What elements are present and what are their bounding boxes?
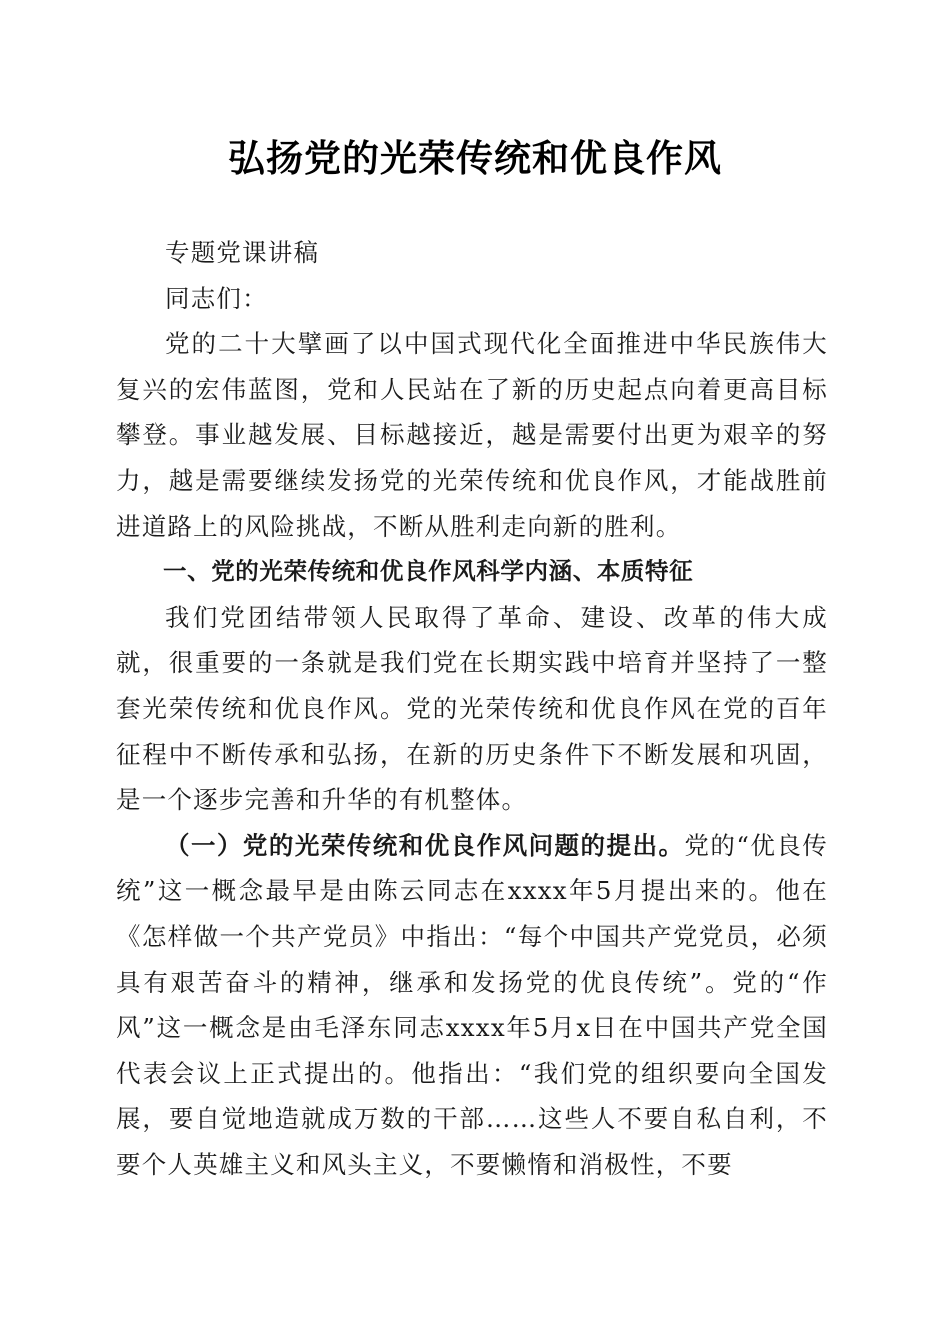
section-heading: 一、党的光荣传统和优良作风科学内涵、本质特征 bbox=[163, 557, 694, 586]
subsection-paragraph bbox=[116, 823, 828, 1188]
document-body bbox=[116, 230, 828, 1187]
subsection-heading: （一）党的光荣传统和优良作风问题的提出。 bbox=[165, 830, 685, 860]
section-paragraph: 我们党团结带领人民取得了革命、建设、改革的伟大成就，很重要的一条就是我们党在长期实践中培育并坚持了一整套光荣传统和优良作风。党的光荣传统和优良作风在党的百年征程中不断传承和弘扬，在新的历史条件下不断发展和巩固，是一个逐步完善和升华的有机整体。 bbox=[116, 602, 828, 815]
intro-paragraph: 党的二十大擘画了以中国式现代化全面推进中华民族伟大复兴的宏伟蓝图，党和人民站在了新的历史起点向着更高目标攀登。事业越发展、目标越接近，越是需要付出更为艰辛的努力，越是需要继续发扬党的光荣传统和优良作风，才能战胜前进道路上的风险挑战，不断从胜利走向新的胜利。 bbox=[116, 329, 828, 541]
subsection-text: 党的“优良传统”这一概念最早是由陈云同志在xxxx年5月提出来的。他在《怎样做一个共产党员》中指出：“每个中国共产党党员，必须具有艰苦奋斗的精神，继承和发扬党的优良传统”。党的“作风”这一概念是由毛泽东同志xxxx年5月x日在中国共产党全国代表会议上正式提出的。他指出：“我们党的组织要向全国发展，要自觉地造就成万数的干部……这些人不要自私自利，不要个人英雄主义和风头主义，不要懒惰和消极性，不要 bbox=[116, 830, 828, 1179]
greeting-line: 同志们： bbox=[165, 283, 268, 313]
document-title: 弘扬党的光荣传统和优良作风 bbox=[228, 136, 722, 180]
subtitle-line: 专题党课讲稿 bbox=[165, 238, 320, 267]
